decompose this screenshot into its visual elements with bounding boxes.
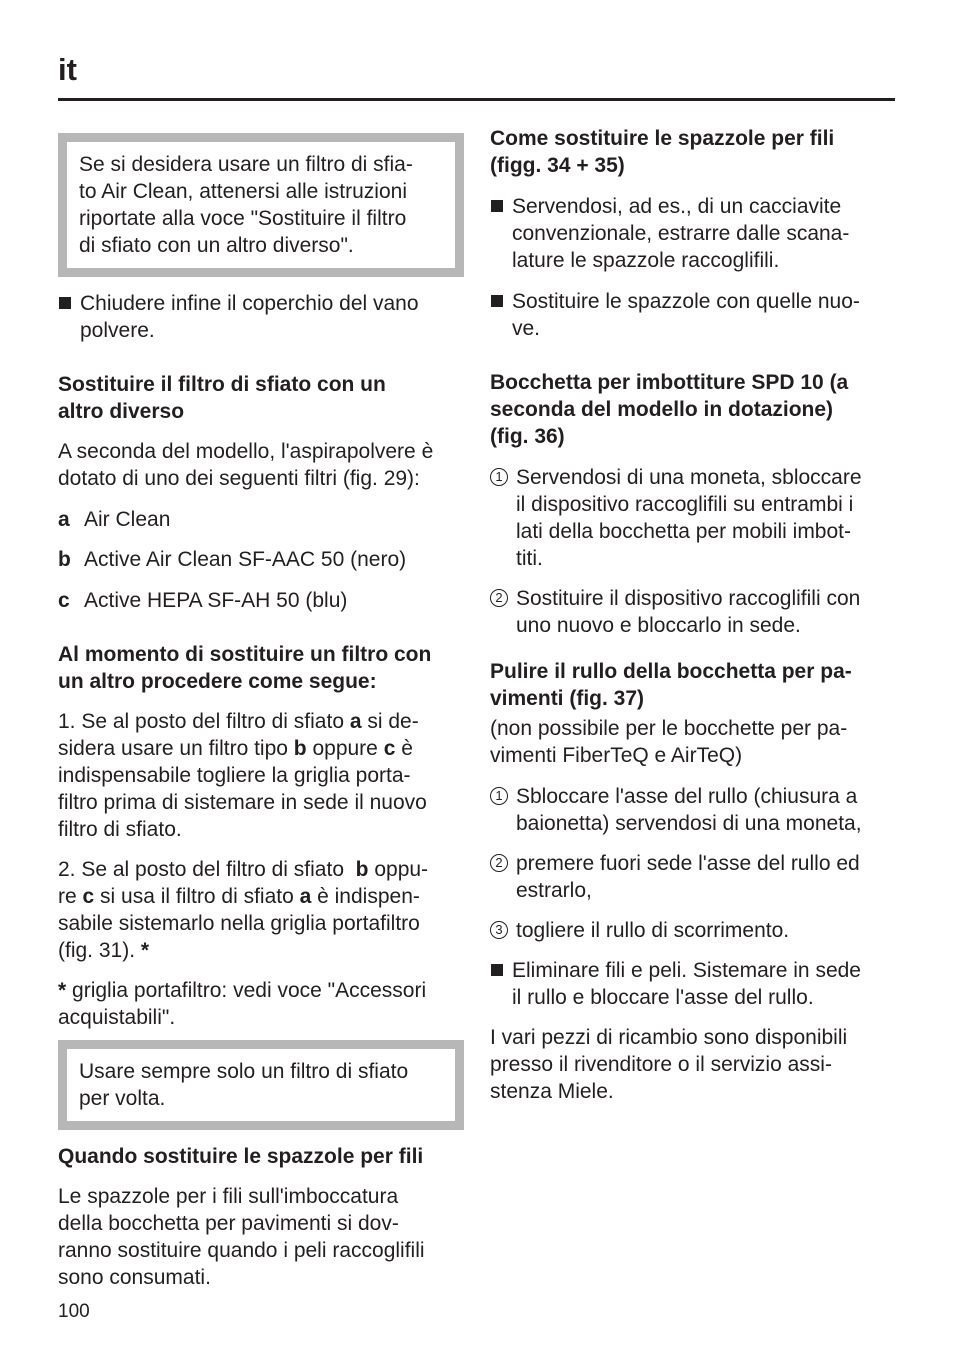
heading-line: Bocchetta per imbottiture SPD 10 (a bbox=[490, 371, 849, 394]
option-label: Air Clean bbox=[84, 508, 171, 531]
step-line: premere fuori sede l'asse del rullo ed bbox=[516, 852, 860, 875]
text-run: si de- bbox=[361, 710, 419, 733]
circled-number-icon: 2 bbox=[490, 589, 508, 607]
circled-number-icon: 2 bbox=[490, 854, 508, 872]
note-line: di sfiato con un altro diverso". bbox=[79, 234, 354, 257]
paragraph-line: presso il rivenditore o il servizio assi- bbox=[490, 1053, 832, 1076]
heading-line: un altro procedere come segue: bbox=[58, 670, 377, 693]
option-label: Active HEPA SF-AH 50 (blu) bbox=[84, 589, 348, 612]
spd-step-1 bbox=[490, 464, 896, 572]
text-run: filtro prima di sistemare in sede il nuovo bbox=[58, 791, 427, 814]
paragraph-line: sono consumati. bbox=[58, 1266, 211, 1289]
bullet-line: lature le spazzole raccoglifili. bbox=[512, 249, 780, 272]
heading-spd10 bbox=[490, 369, 896, 450]
paragraph-line: (non possibile per le bocchette per pa- bbox=[490, 717, 848, 740]
heading-line: (figg. 34 + 35) bbox=[490, 154, 625, 177]
note-line: riportate alla voce "Sostituire il filtro bbox=[79, 207, 407, 230]
step-line: il dispositivo raccoglifili su entrambi i bbox=[516, 493, 854, 516]
square-bullet-icon bbox=[59, 297, 71, 309]
language-code: it bbox=[58, 52, 77, 87]
intro-paragraph bbox=[58, 438, 464, 492]
bullet-close-lid bbox=[58, 290, 464, 344]
roller-note bbox=[490, 715, 896, 769]
circled-number-icon: 3 bbox=[490, 921, 508, 939]
text-run: 1. Se al posto del filtro di sfiato bbox=[58, 710, 350, 733]
note-line: Se si desidera usare un filtro di sfia- bbox=[79, 153, 413, 176]
text-run: oppure bbox=[306, 737, 384, 760]
footnote bbox=[58, 977, 464, 1031]
right-column bbox=[490, 125, 896, 1105]
header-rule bbox=[58, 98, 895, 101]
bold-letter: a bbox=[299, 885, 312, 908]
left-column bbox=[58, 125, 464, 1291]
bold-letter: b bbox=[293, 737, 307, 760]
paragraph-line: I vari pezzi di ricambio sono disponibili bbox=[490, 1026, 848, 1049]
note-line: to Air Clean, attenersi alle istruzioni bbox=[79, 180, 407, 203]
bullet-extract-brushes bbox=[490, 193, 896, 274]
heading-procedure bbox=[58, 641, 464, 695]
heading-line: vimenti (fig. 37) bbox=[490, 687, 645, 710]
text-run: filtro di sfiato. bbox=[58, 818, 182, 841]
procedure-step-1 bbox=[58, 708, 464, 843]
option-label: Active Air Clean SF-AAC 50 (nero) bbox=[84, 548, 407, 571]
text-run: 2. Se al posto del filtro di sfiato bbox=[58, 858, 356, 881]
bullet-replace-brushes bbox=[490, 288, 896, 342]
heading-line: Sostituire il filtro di sfiato con un bbox=[58, 373, 386, 396]
step-line: Sostituire il dispositivo raccoglifili con bbox=[516, 587, 861, 610]
step-line: Sbloccare l'asse del rullo (chiusura a bbox=[516, 785, 858, 808]
square-bullet-icon bbox=[491, 200, 503, 212]
bullet-line: ve. bbox=[512, 317, 541, 340]
note-box-one-filter bbox=[58, 1040, 464, 1130]
filter-option-c bbox=[58, 587, 464, 614]
bullet-line: Sostituire le spazzole con quelle nuo- bbox=[512, 290, 860, 313]
circled-number-icon: 1 bbox=[490, 468, 508, 486]
heading-line: (fig. 36) bbox=[490, 425, 565, 448]
heading-line: Come sostituire le spazzole per fili bbox=[490, 127, 835, 150]
roller-step-3 bbox=[490, 917, 896, 944]
text-run: è bbox=[395, 737, 413, 760]
square-bullet-icon bbox=[491, 295, 503, 307]
heading-line: Al momento di sostituire un filtro con bbox=[58, 643, 432, 666]
note-line: per volta. bbox=[79, 1087, 166, 1110]
heading-how-replace bbox=[490, 125, 896, 179]
text-run: si usa il filtro di sfiato bbox=[94, 885, 300, 908]
note-text bbox=[79, 1058, 443, 1112]
bold-letter: b bbox=[355, 858, 369, 881]
bullet-line: convenzionale, estrarre dalle scana- bbox=[512, 222, 850, 245]
filter-option-a bbox=[58, 506, 464, 533]
step-line: Servendosi di una moneta, sbloccare bbox=[516, 466, 862, 489]
step-line: estrarlo, bbox=[516, 879, 592, 902]
bullet-line: Servendosi, ad es., di un cacciavite bbox=[512, 195, 842, 218]
option-letter: b bbox=[58, 548, 71, 571]
paragraph-line: dotato di uno dei seguenti filtri (fig. 29): bbox=[58, 467, 420, 490]
heading-clean-roller bbox=[490, 658, 896, 712]
circled-number-icon: 1 bbox=[490, 787, 508, 805]
text-run: (fig. 31). bbox=[58, 939, 141, 962]
footnote-marker: * bbox=[58, 979, 67, 1002]
heading-line: seconda del modello in dotazione) bbox=[490, 398, 834, 421]
page-number: 100 bbox=[58, 1301, 90, 1322]
step-line: titi. bbox=[516, 547, 543, 570]
bullet-line: polvere. bbox=[80, 319, 155, 342]
procedure-step-2 bbox=[58, 856, 464, 964]
step-line: baionetta) servendosi di una moneta, bbox=[516, 812, 862, 835]
step-line: uno nuovo e bloccarlo in sede. bbox=[516, 614, 801, 637]
bold-letter: c bbox=[383, 737, 396, 760]
text-run: oppu- bbox=[368, 858, 429, 881]
footnote-marker: * bbox=[140, 939, 150, 962]
when-paragraph bbox=[58, 1183, 464, 1291]
text-run: sidera usare un filtro tipo bbox=[58, 737, 294, 760]
paragraph-line: vimenti FiberTeQ e AirTeQ) bbox=[490, 744, 743, 767]
heading-replace-filter bbox=[58, 371, 464, 425]
paragraph-line: A seconda del modello, l'aspirapolvere è bbox=[58, 440, 434, 463]
bullet-line: Eliminare fili e peli. Sistemare in sede bbox=[512, 959, 861, 982]
text-run: griglia portafiltro: vedi voce "Accessori bbox=[66, 979, 427, 1002]
option-letter: a bbox=[58, 508, 70, 531]
paragraph-line: della bocchetta per pavimenti si dov- bbox=[58, 1212, 399, 1235]
heading-line: Pulire il rullo della bocchetta per pa- bbox=[490, 660, 852, 683]
heading-line: altro diverso bbox=[58, 400, 185, 423]
heading-when-replace: Quando sostituire le spazzole per fili bbox=[58, 1145, 424, 1168]
option-letter: c bbox=[58, 589, 70, 612]
text-run: sabile sistemarlo nella griglia portafiltro bbox=[58, 912, 420, 935]
note-text bbox=[79, 151, 443, 259]
text-run: è indispen- bbox=[311, 885, 420, 908]
bold-letter: a bbox=[349, 710, 362, 733]
square-bullet-icon bbox=[491, 964, 503, 976]
roller-step-1 bbox=[490, 783, 896, 837]
filter-option-b bbox=[58, 546, 464, 573]
note-box-air-clean bbox=[58, 133, 464, 277]
bullet-line: il rullo e bloccare l'asse del rullo. bbox=[512, 986, 814, 1009]
closing-paragraph bbox=[490, 1024, 896, 1105]
bullet-remove-threads bbox=[490, 957, 896, 1011]
text-run: re bbox=[58, 885, 83, 908]
paragraph-line: Le spazzole per i fili sull'imboccatura bbox=[58, 1185, 399, 1208]
note-line: Usare sempre solo un filtro di sfiato bbox=[79, 1060, 409, 1083]
roller-step-2 bbox=[490, 850, 896, 904]
step-line: togliere il rullo di scorrimento. bbox=[516, 919, 790, 942]
paragraph-line: stenza Miele. bbox=[490, 1080, 614, 1103]
text-run: indispensabile togliere la griglia porta- bbox=[58, 764, 411, 787]
paragraph-line: ranno sostituire quando i peli raccoglifili bbox=[58, 1239, 425, 1262]
bullet-line: Chiudere infine il coperchio del vano bbox=[80, 292, 419, 315]
text-run: acquistabili". bbox=[58, 1006, 176, 1029]
bold-letter: c bbox=[82, 885, 95, 908]
spd-step-2 bbox=[490, 585, 896, 639]
step-line: lati della bocchetta per mobili imbot- bbox=[516, 520, 851, 543]
